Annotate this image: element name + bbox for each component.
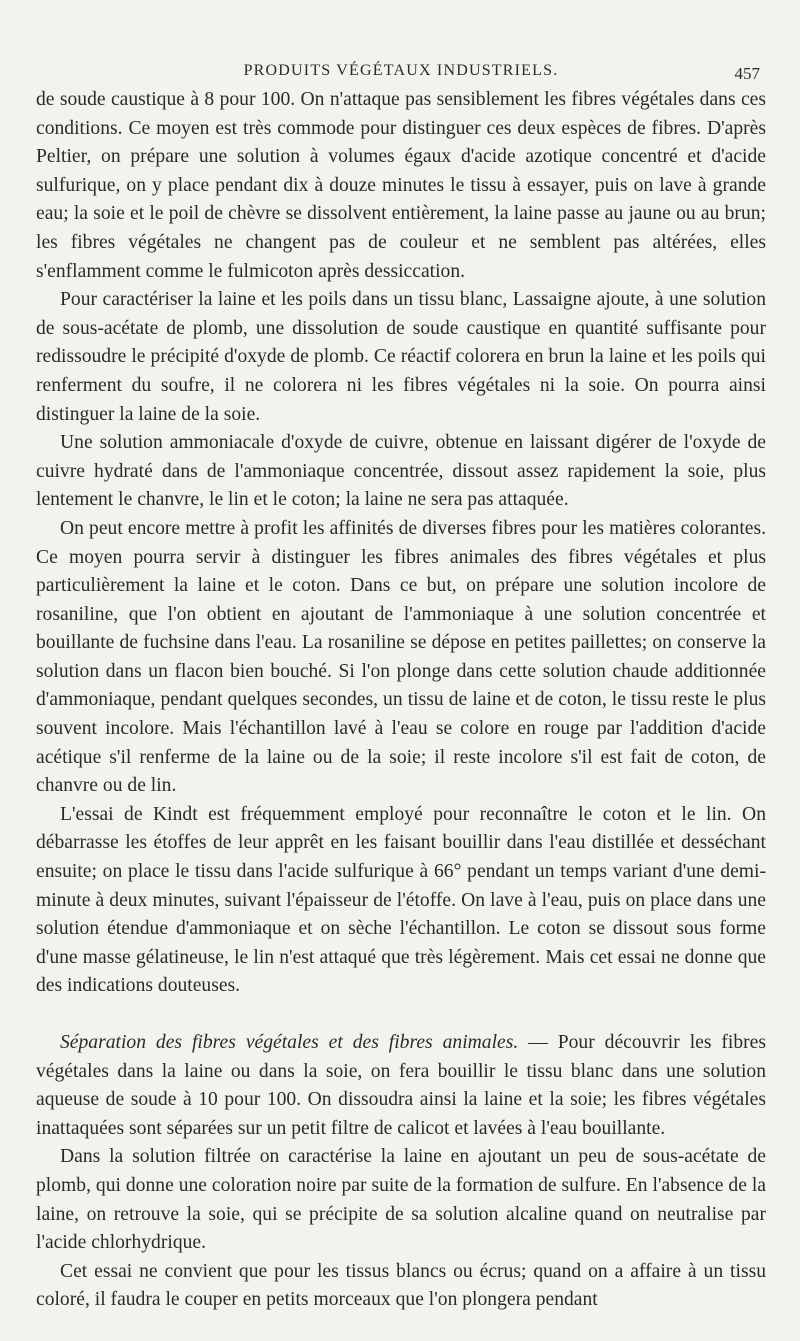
paragraph-copper-oxide: Une solution ammoniacale d'oxyde de cuivre, obtenue en laissant digérer de l'oxyde de cuivre hydraté dans de l'ammoniaque concentrée, dissout assez rapidement la soie, plus lentement le chanvre, le lin et le coton; la laine ne sera pas attaquée. xyxy=(36,432,766,511)
section-title: Séparation des fibres végétales et des fibres animales. xyxy=(60,1032,519,1053)
running-title: PRODUITS VÉGÉTAUX INDUSTRIELS. xyxy=(243,62,559,79)
paragraph-colored-tissue: Cet essai ne convient que pour les tissus blancs ou écrus; quand on a affaire à un tissu coloré, il faudra le couper en petits morceaux que l'on plongera pendant xyxy=(36,1260,766,1311)
paragraph-kindt: L'essai de Kindt est fréquemment employé pour reconnaître le coton et le lin. On débarrasse les étoffes de leur apprêt en les faisant bouillir dans l'eau distillée et desséchant ensuite; on place le tissu dans l'acide sulfurique à 66° pendant un temps variant d'une demi-minute à deux minutes, suivant l'épaisseur de l'étoffe. On lave à l'eau, puis on place dans une solution étendue d'ammoniaque et on sèche l'échantillon. Le coton se dissout sous forme d'une masse gélatineuse, le lin n'est attaqué que très légèrement. Mais cet essai ne donne que des indications douteuses. xyxy=(36,803,766,997)
paragraph-rosaniline: On peut encore mettre à profit les affinités de diverses fibres pour les matières colorantes. Ce moyen pourra servir à distinguer les fibres animales des fibres végétales et plus particulièrement la laine et le coton. Dans ce but, on prépare une solution incolore de rosaniline, que l'on obtient en ajoutant de l'ammoniaque à une solution concentrée et bouillante de fuchsine dans l'eau. La rosaniline se dépose en petites paillettes; on conserve la solution dans un flacon bien bouché. Si l'on plonge dans cette solution chaude additionnée d'ammoniaque, pendant quelques secondes, un tissu de laine et de coton, le tissu reste le plus souvent incolore. Mais l'échantillon lavé à l'eau se colore en rouge par l'addition d'acide acétique s'il renferme de la laine ou de la soie; il reste incolore s'il est fait de coton, de chanvre ou de lin. xyxy=(36,517,766,797)
section-first-paragraph: Pour découvrir les fibres végétales dans la laine ou dans la soie, on fera bouillir le tissu blanc dans une solution aqueuse de soude à 10 pour 100. On dissoudra ainsi la laine et la soie; les fibres végétales inattaquées sont séparées sur un petit filtre de calicot et lavées à l'eau bouillante. xyxy=(36,1032,767,1139)
paragraph-filtered-solution: Dans la solution filtrée on caractérise la laine en ajoutant un peu de sous-acétate de plomb, qui donne une coloration noire par suite de la formation de sulfure. En l'absence de la laine, on retrouve la soie, qui se précipite de sa solution alcaline quand on neutralise par l'acide chlorhydrique. xyxy=(36,1146,766,1254)
section-dash: — xyxy=(518,1032,558,1053)
section-separation-paragraph xyxy=(36,1029,766,1143)
body-text xyxy=(36,86,766,1315)
paragraph-continued: de soude caustique à 8 pour 100. On n'attaque pas sensiblement les fibres végétales dans ces conditions. Ce moyen est très commode pour distinguer ces deux espèces de fibres. D'après Peltier, on prépare une solution à volumes égaux d'acide azotique concentré et d'acide sulfurique, on y place pendant dix à douze minutes le tissu à essayer, puis on lave à grande eau; la soie et le poil de chèvre se dissolvent entièrement, la laine passe au jaune ou au brun; les fibres végétales ne changent pas de couleur et ne semblent pas altérées, elles s'enflamment comme le fulmicoton après dessiccation. xyxy=(36,89,766,282)
paragraph-lassaigne: Pour caractériser la laine et les poils dans un tissu blanc, Lassaigne ajoute, à une solution de sous-acétate de plomb, une dissolution de soude caustique en quantité suffisante pour redissoudre le précipité d'oxyde de plomb. Ce réactif colorera en brun la laine et les poils qui renferment du soufre, il ne colorera ni les fibres végétales ni la soie. On pourra ainsi distinguer la laine de la soie. xyxy=(36,289,766,425)
running-head xyxy=(36,0,766,86)
page-number: 457 xyxy=(734,64,760,83)
